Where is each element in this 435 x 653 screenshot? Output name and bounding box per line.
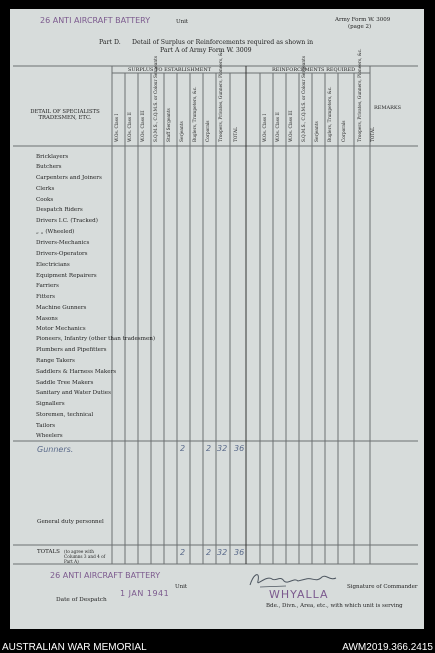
row-label: Fitters (36, 294, 56, 300)
row-label: Electricians (36, 262, 70, 268)
reinf-col-4: Serjeants (315, 121, 320, 142)
row-label: Pioneers, Infantry (other than tradesmen) (36, 336, 156, 342)
surplus-col-4: Staff Sergeants (167, 108, 172, 142)
form-title-1: Detail of Surplus or Reinforcements required as shown in (132, 39, 314, 46)
row-label: Masons (36, 316, 58, 322)
totals-troopers: 32 (217, 548, 228, 557)
row-label: Saddlers & Harness Makers (36, 369, 117, 375)
row-label: Farriers (36, 283, 59, 289)
unit-label: Unit (176, 19, 189, 25)
row-label: Drivers-Operators (36, 251, 88, 257)
footer-unit-stamp: 26 ANTI AIRCRAFT BATTERY (50, 571, 161, 580)
reinf-col-1: W.Os. Class II (276, 112, 281, 142)
general-duty-label: General duty personnel (37, 519, 104, 525)
row-label: Motor Mechanics (36, 326, 86, 332)
row-label: Machine Gunners (36, 305, 87, 311)
row-label: Storemen, technical (36, 412, 94, 418)
row-label: Cooks (36, 197, 54, 203)
reinf-col-8: TOTAL (371, 127, 376, 142)
row-label: Range Takers (36, 358, 75, 364)
row-label: Drivers-Mechanics (36, 240, 90, 246)
form-ref: Army Form W. 3009 (335, 17, 391, 23)
surplus-col-7: Corporals (206, 120, 211, 142)
row-label: Clerks (36, 186, 55, 192)
footer-unit-label: Unit (175, 584, 188, 590)
row-label: Butchers (36, 164, 62, 170)
credit-right: AWM2019.366.2415 (342, 642, 433, 653)
gunners-total: 36 (234, 444, 245, 453)
reinforcements-header: REINFORCEMENTS REQUIRED (272, 67, 356, 73)
form-page (10, 9, 424, 629)
row-label: Wheelers (36, 433, 63, 439)
gunners-sergeants: 2 (180, 444, 186, 453)
row-label: Plumbers and Pipefitters (36, 347, 107, 353)
gunners-troopers: 32 (217, 444, 228, 453)
surplus-header: SURPLUS TO ESTABLISHMENT (128, 67, 212, 73)
signature-label: Signature of Commander (347, 584, 418, 590)
form-page-number: (page 2) (348, 24, 372, 30)
remarks-header: REMARKS (374, 105, 402, 111)
reinf-col-7: Troopers, Privates, Gunners, Pioneers, &c. (358, 48, 363, 142)
surplus-col-3: S.Q.M.S., C.Q.M.S. or Colour Sergeants (154, 55, 159, 142)
row-label: Despatch Riders (36, 207, 83, 213)
surplus-col-5: Serjeants (180, 121, 185, 142)
totals-corporals: 2 (206, 548, 212, 557)
row-label: Tailors (36, 423, 56, 429)
totals-note: (to agree with Columns 3 and 4 of Part A) (64, 549, 106, 564)
gunners-corporals: 2 (206, 444, 212, 453)
surplus-col-2: W.Os. Class III (141, 110, 146, 142)
totals-label: TOTALS (37, 549, 60, 555)
form-title-2: Part A of Army Form W. 3009 (160, 47, 252, 54)
row-label: Drivers I.C. (Tracked) (36, 218, 98, 224)
row-label: Saddle Tree Makers (36, 380, 94, 386)
row-label: Sanitary and Water Duties (36, 390, 111, 396)
bde-label: Bde., Divn., Area, etc., with which unit is serving (266, 603, 403, 609)
surplus-col-8: Troopers, Privates, Gunners, Pioneers, &c. (219, 48, 224, 142)
date-of-despatch-label: Date of Despatch (56, 597, 107, 603)
gunners-entry: Gunners. (37, 445, 74, 454)
row-label: Equipment Repairers (36, 273, 97, 279)
row-label: „ „ (Wheeled) (36, 229, 75, 235)
reinf-col-2: W.Os. Class III (289, 110, 294, 142)
credit-bar (0, 632, 435, 653)
specialists-header: DETAIL OF SPECIALISTS TRADESMEN, ETC. (30, 109, 100, 121)
reinf-col-0: W.Os. Class I (263, 113, 268, 142)
surplus-col-6: Buglers, Trumpeters, &c. (193, 86, 198, 142)
location-stamp: WHYALLA (269, 588, 329, 601)
reinf-col-6: Corporals (342, 120, 347, 142)
surplus-col-9: TOTAL (234, 127, 239, 142)
unit-stamp: 26 ANTI AIRCRAFT BATTERY (40, 16, 151, 25)
row-label: Carpenters and Joiners (36, 175, 102, 181)
row-label: Bricklayers (36, 154, 69, 160)
totals-sergeants: 2 (180, 548, 186, 557)
totals-total: 36 (234, 548, 245, 557)
credit-left: AUSTRALIAN WAR MEMORIAL (2, 642, 147, 653)
row-label: Signallers (36, 401, 65, 407)
reinf-col-5: Buglers, Trumpeters, &c. (328, 86, 333, 142)
reinf-col-3: S.Q.M.S., C.Q.M.S. or Colour Sergeants (302, 55, 307, 142)
surplus-col-0: W.Os. Class I (115, 113, 120, 142)
date-stamp: 1 JAN 1941 (120, 589, 170, 598)
part-label: Part D. (99, 39, 121, 46)
surplus-col-1: W.Os. Class II (128, 112, 133, 142)
